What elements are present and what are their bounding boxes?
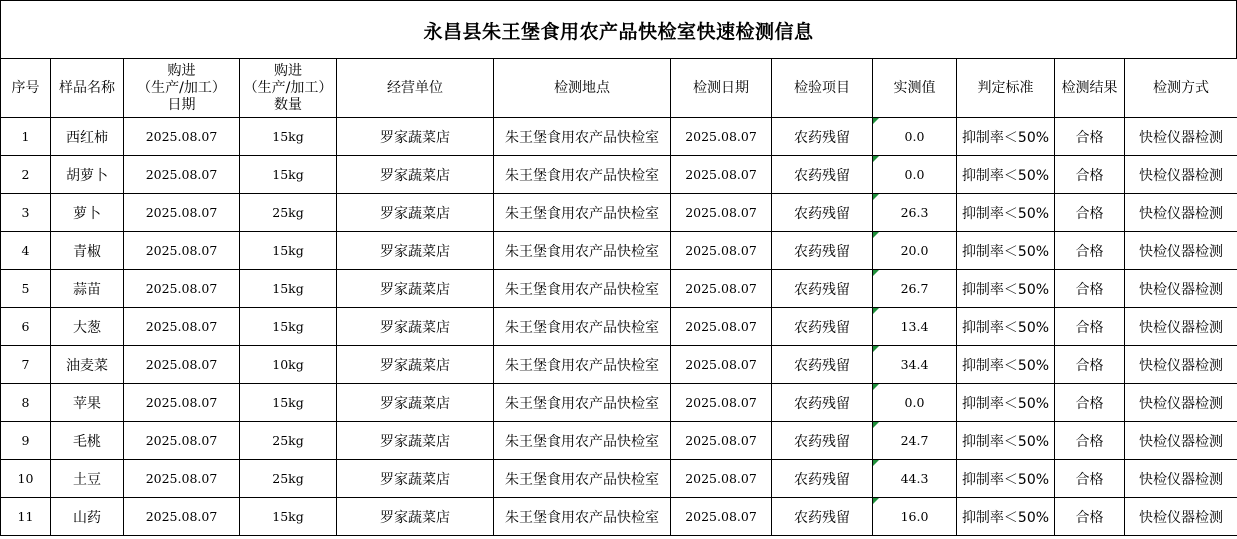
cell-col-purchase-qty: 15kg — [240, 156, 337, 194]
cell-col-test-item: 农药残留 — [772, 270, 873, 308]
cell-col-purchase-date: 2025.08.07 — [124, 422, 240, 460]
cell-col-test-location: 朱王堡食用农产品快检室 — [494, 156, 671, 194]
table-row — [1, 156, 1237, 194]
cell-col-purchase-qty: 15kg — [240, 232, 337, 270]
header-col-serial — [1, 59, 51, 118]
cell-col-serial: 2 — [1, 156, 51, 194]
cell-col-business: 罗家蔬菜店 — [337, 384, 494, 422]
cell-col-measured-value: 0.0 — [873, 118, 957, 156]
cell-col-purchase-qty: 15kg — [240, 118, 337, 156]
table-row — [1, 346, 1237, 384]
cell-col-test-location: 朱王堡食用农产品快检室 — [494, 384, 671, 422]
cell-col-sample-name: 山药 — [51, 498, 124, 536]
cell-col-standard: 抑制率＜50% — [957, 156, 1055, 194]
cell-col-serial: 11 — [1, 498, 51, 536]
cell-col-measured-value: 16.0 — [873, 498, 957, 536]
cell-col-standard: 抑制率＜50% — [957, 498, 1055, 536]
cell-col-result: 合格 — [1055, 422, 1125, 460]
cell-col-sample-name: 大葱 — [51, 308, 124, 346]
header-text-line: 经营单位 — [387, 79, 443, 96]
header-text-line: 检测地点 — [554, 79, 610, 96]
cell-col-test-location: 朱王堡食用农产品快检室 — [494, 460, 671, 498]
cell-col-standard: 抑制率＜50% — [957, 232, 1055, 270]
cell-col-standard: 抑制率＜50% — [957, 422, 1055, 460]
cell-col-test-location: 朱王堡食用农产品快检室 — [494, 308, 671, 346]
cell-col-test-date: 2025.08.07 — [671, 346, 772, 384]
cell-col-result: 合格 — [1055, 270, 1125, 308]
table-body — [1, 118, 1237, 536]
header-text-line: （生产/加工） — [137, 79, 226, 96]
inspection-table — [0, 58, 1237, 536]
cell-col-purchase-qty: 10kg — [240, 346, 337, 384]
cell-col-business: 罗家蔬菜店 — [337, 156, 494, 194]
cell-col-purchase-date: 2025.08.07 — [124, 232, 240, 270]
cell-col-purchase-qty: 15kg — [240, 384, 337, 422]
cell-col-test-location: 朱王堡食用农产品快检室 — [494, 346, 671, 384]
cell-col-business: 罗家蔬菜店 — [337, 308, 494, 346]
header-text-line: 检验项目 — [794, 79, 850, 96]
cell-col-test-location: 朱王堡食用农产品快检室 — [494, 422, 671, 460]
header-col-test-item — [772, 59, 873, 118]
cell-col-standard: 抑制率＜50% — [957, 308, 1055, 346]
cell-col-purchase-qty: 15kg — [240, 498, 337, 536]
cell-col-business: 罗家蔬菜店 — [337, 118, 494, 156]
cell-col-sample-name: 油麦菜 — [51, 346, 124, 384]
header-col-method — [1125, 59, 1237, 118]
cell-col-business: 罗家蔬菜店 — [337, 232, 494, 270]
cell-col-method: 快检仪器检测 — [1125, 346, 1237, 384]
cell-col-method: 快检仪器检测 — [1125, 118, 1237, 156]
header-col-standard — [957, 59, 1055, 118]
header-text-line: 购进 — [274, 62, 302, 79]
table-row — [1, 384, 1237, 422]
cell-col-serial: 8 — [1, 384, 51, 422]
cell-col-standard: 抑制率＜50% — [957, 118, 1055, 156]
table-row — [1, 422, 1237, 460]
cell-col-method: 快检仪器检测 — [1125, 232, 1237, 270]
header-col-purchase-date — [124, 59, 240, 118]
cell-col-serial: 10 — [1, 460, 51, 498]
cell-col-result: 合格 — [1055, 156, 1125, 194]
cell-col-business: 罗家蔬菜店 — [337, 422, 494, 460]
header-col-result — [1055, 59, 1125, 118]
table-row — [1, 308, 1237, 346]
cell-col-result: 合格 — [1055, 384, 1125, 422]
cell-col-test-item: 农药残留 — [772, 346, 873, 384]
header-col-business — [337, 59, 494, 118]
cell-col-business: 罗家蔬菜店 — [337, 346, 494, 384]
cell-col-test-item: 农药残留 — [772, 156, 873, 194]
cell-col-purchase-date: 2025.08.07 — [124, 118, 240, 156]
cell-col-method: 快检仪器检测 — [1125, 498, 1237, 536]
table-row — [1, 194, 1237, 232]
cell-col-sample-name: 胡萝卜 — [51, 156, 124, 194]
cell-col-measured-value: 26.3 — [873, 194, 957, 232]
cell-col-test-item: 农药残留 — [772, 118, 873, 156]
cell-col-test-date: 2025.08.07 — [671, 232, 772, 270]
cell-col-test-location: 朱王堡食用农产品快检室 — [494, 118, 671, 156]
cell-col-test-item: 农药残留 — [772, 232, 873, 270]
cell-col-business: 罗家蔬菜店 — [337, 270, 494, 308]
cell-col-result: 合格 — [1055, 232, 1125, 270]
table-row — [1, 498, 1237, 536]
cell-col-serial: 6 — [1, 308, 51, 346]
cell-col-test-location: 朱王堡食用农产品快检室 — [494, 194, 671, 232]
cell-col-test-date: 2025.08.07 — [671, 460, 772, 498]
cell-col-method: 快检仪器检测 — [1125, 422, 1237, 460]
cell-col-serial: 9 — [1, 422, 51, 460]
cell-col-test-date: 2025.08.07 — [671, 308, 772, 346]
cell-col-purchase-qty: 25kg — [240, 422, 337, 460]
cell-col-serial: 7 — [1, 346, 51, 384]
header-text-line: 判定标准 — [977, 79, 1034, 96]
header-text-line: 数量 — [274, 96, 302, 113]
header-text-line: 样品名称 — [59, 79, 115, 96]
header-col-test-date — [671, 59, 772, 118]
cell-col-standard: 抑制率＜50% — [957, 270, 1055, 308]
cell-col-business: 罗家蔬菜店 — [337, 498, 494, 536]
cell-col-measured-value: 24.7 — [873, 422, 957, 460]
table-row — [1, 270, 1237, 308]
cell-col-test-item: 农药残留 — [772, 384, 873, 422]
cell-col-method: 快检仪器检测 — [1125, 156, 1237, 194]
table-row — [1, 460, 1237, 498]
cell-col-sample-name: 西红柿 — [51, 118, 124, 156]
cell-col-method: 快检仪器检测 — [1125, 308, 1237, 346]
header-text-line: 购进 — [167, 62, 196, 79]
table-row — [1, 118, 1237, 156]
cell-col-method: 快检仪器检测 — [1125, 460, 1237, 498]
cell-col-purchase-date: 2025.08.07 — [124, 384, 240, 422]
cell-col-result: 合格 — [1055, 118, 1125, 156]
header-col-sample-name — [51, 59, 124, 118]
cell-col-method: 快检仪器检测 — [1125, 270, 1237, 308]
cell-col-measured-value: 44.3 — [873, 460, 957, 498]
cell-col-measured-value: 20.0 — [873, 232, 957, 270]
cell-col-standard: 抑制率＜50% — [957, 346, 1055, 384]
cell-col-test-item: 农药残留 — [772, 194, 873, 232]
cell-col-sample-name: 蒜苗 — [51, 270, 124, 308]
cell-col-sample-name: 青椒 — [51, 232, 124, 270]
cell-col-serial: 3 — [1, 194, 51, 232]
cell-col-test-date: 2025.08.07 — [671, 156, 772, 194]
header-text-line: 检测日期 — [693, 79, 749, 96]
header-text-line: 检测结果 — [1061, 79, 1118, 96]
cell-col-test-location: 朱王堡食用农产品快检室 — [494, 232, 671, 270]
header-text-line: 实测值 — [893, 79, 936, 96]
cell-col-serial: 5 — [1, 270, 51, 308]
cell-col-result: 合格 — [1055, 308, 1125, 346]
cell-col-test-date: 2025.08.07 — [671, 498, 772, 536]
cell-col-test-item: 农药残留 — [772, 498, 873, 536]
header-col-test-location — [494, 59, 671, 118]
cell-col-standard: 抑制率＜50% — [957, 384, 1055, 422]
cell-col-purchase-date: 2025.08.07 — [124, 270, 240, 308]
cell-col-measured-value: 13.4 — [873, 308, 957, 346]
cell-col-purchase-date: 2025.08.07 — [124, 460, 240, 498]
cell-col-test-date: 2025.08.07 — [671, 194, 772, 232]
cell-col-measured-value: 0.0 — [873, 384, 957, 422]
cell-col-method: 快检仪器检测 — [1125, 384, 1237, 422]
cell-col-standard: 抑制率＜50% — [957, 460, 1055, 498]
cell-col-purchase-qty: 15kg — [240, 270, 337, 308]
cell-col-test-location: 朱王堡食用农产品快检室 — [494, 270, 671, 308]
cell-col-result: 合格 — [1055, 346, 1125, 384]
header-text-line: 检测方式 — [1153, 79, 1209, 96]
cell-col-measured-value: 26.7 — [873, 270, 957, 308]
cell-col-measured-value: 0.0 — [873, 156, 957, 194]
cell-col-standard: 抑制率＜50% — [957, 194, 1055, 232]
cell-col-test-date: 2025.08.07 — [671, 384, 772, 422]
header-col-purchase-qty — [240, 59, 337, 118]
cell-col-purchase-date: 2025.08.07 — [124, 308, 240, 346]
cell-col-purchase-date: 2025.08.07 — [124, 156, 240, 194]
cell-col-method: 快检仪器检测 — [1125, 194, 1237, 232]
header-col-measured-value — [873, 59, 957, 118]
cell-col-test-date: 2025.08.07 — [671, 270, 772, 308]
cell-col-purchase-date: 2025.08.07 — [124, 498, 240, 536]
cell-col-serial: 1 — [1, 118, 51, 156]
cell-col-test-date: 2025.08.07 — [671, 422, 772, 460]
cell-col-test-item: 农药残留 — [772, 460, 873, 498]
header-text-line: （生产/加工） — [243, 79, 333, 96]
cell-col-purchase-date: 2025.08.07 — [124, 346, 240, 384]
header-text-line: 序号 — [11, 79, 40, 96]
table-row — [1, 232, 1237, 270]
cell-col-sample-name: 毛桃 — [51, 422, 124, 460]
cell-col-purchase-qty: 25kg — [240, 194, 337, 232]
cell-col-test-item: 农药残留 — [772, 422, 873, 460]
cell-col-business: 罗家蔬菜店 — [337, 194, 494, 232]
cell-col-test-location: 朱王堡食用农产品快检室 — [494, 498, 671, 536]
cell-col-result: 合格 — [1055, 498, 1125, 536]
cell-col-measured-value: 34.4 — [873, 346, 957, 384]
cell-col-serial: 4 — [1, 232, 51, 270]
cell-col-test-item: 农药残留 — [772, 308, 873, 346]
cell-col-sample-name: 萝卜 — [51, 194, 124, 232]
cell-col-purchase-qty: 15kg — [240, 308, 337, 346]
cell-col-sample-name: 苹果 — [51, 384, 124, 422]
cell-col-purchase-date: 2025.08.07 — [124, 194, 240, 232]
report-title: 永昌县朱王堡食用农产品快检室快速检测信息 — [0, 0, 1237, 59]
cell-col-business: 罗家蔬菜店 — [337, 460, 494, 498]
cell-col-result: 合格 — [1055, 460, 1125, 498]
cell-col-sample-name: 土豆 — [51, 460, 124, 498]
header-text-line: 日期 — [167, 96, 196, 113]
header-row — [1, 59, 1237, 118]
cell-col-test-date: 2025.08.07 — [671, 118, 772, 156]
cell-col-purchase-qty: 25kg — [240, 460, 337, 498]
cell-col-result: 合格 — [1055, 194, 1125, 232]
